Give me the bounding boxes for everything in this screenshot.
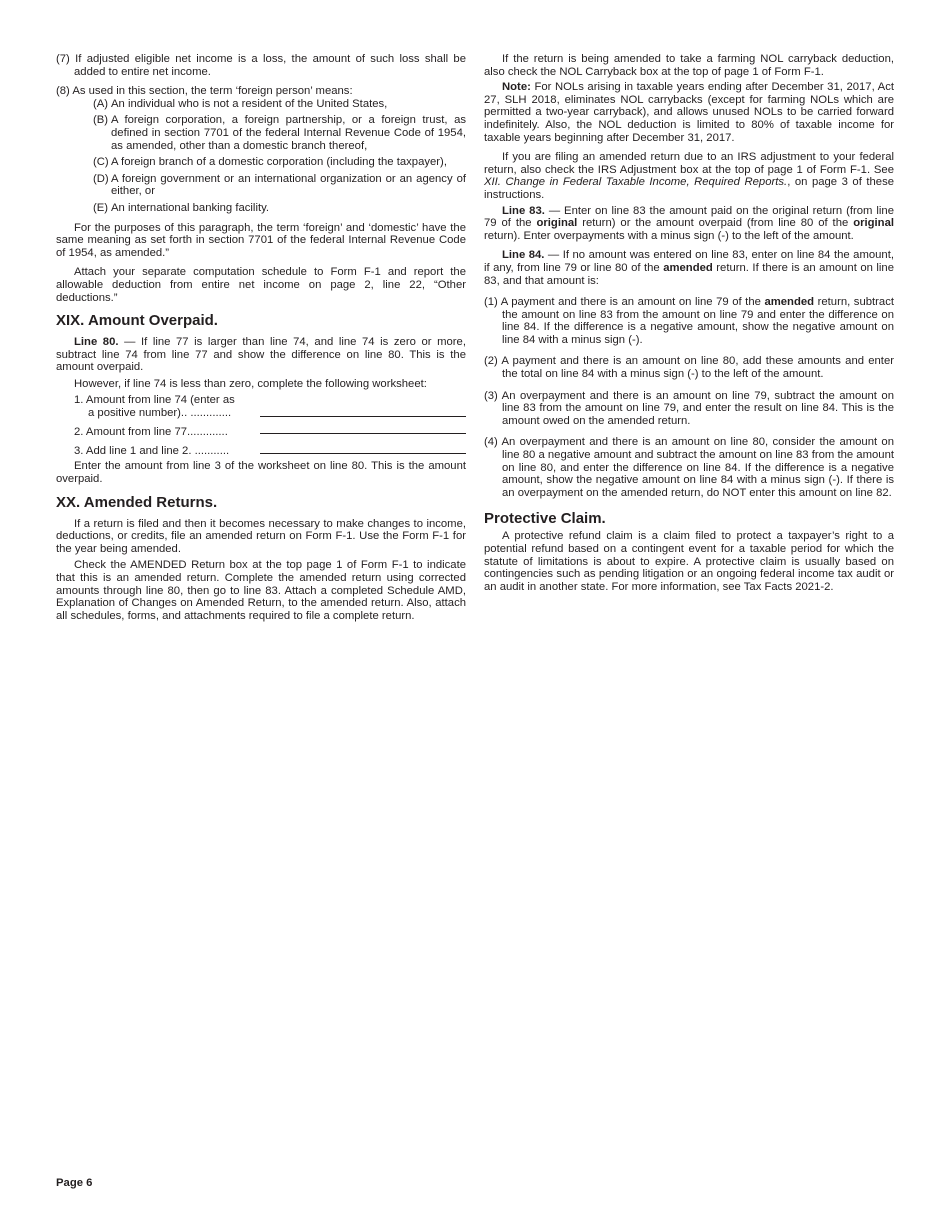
paragraph-foreign-domestic: For the purposes of this paragraph, the term ‘foreign’ and ‘domestic’ have the same meaning as set forth in section 7701 of the federal Internal Revenue Code of 1954, as amended.”	[56, 221, 466, 259]
case-3: (3) An overpayment and there is an amount on line 79, subtract the amount on line 83 from the amount on line 79, and enter the result on line 84. This is the amount owed on the amended return.	[484, 389, 894, 427]
paragraph-protective-claim: A protective refund claim is a claim filed to protect a taxpayer’s right to a potential refund based on a contingent event for a taxable period for which the statute of limitations is about to expire. A protective claim is usually based on contingencies such as pending litigation or an ongoing federal income tax audit or an audit in another state. For more information, see Tax Facts 2021-2.	[484, 530, 894, 593]
paragraph-amended-1: If a return is filed and then it becomes necessary to make changes to income, deductions, or credits, file an amended return on Form F-1. Use the Form F-1 for the year being amended.	[56, 517, 466, 555]
paragraph-enter-amount: Enter the amount from line 3 of the worksheet on line 80. This is the amount overpaid.	[56, 460, 466, 486]
list-item-label: (E)	[93, 201, 109, 214]
heading-protective-claim: Protective Claim.	[484, 510, 606, 528]
foreign-person-list	[56, 98, 466, 215]
left-column	[56, 53, 466, 622]
paragraph-note	[484, 81, 894, 144]
paragraph-however: However, if line 74 is less than zero, complete the following worksheet:	[74, 377, 427, 390]
right-column	[484, 53, 894, 593]
case-1	[484, 296, 894, 346]
line-84-text-b: return. If there is an amount on line 83, and that amount is:	[484, 261, 894, 287]
paragraph-irs-adjustment	[484, 151, 894, 201]
list-item-label: (B)	[93, 114, 109, 127]
worksheet-row-label: 1. Amount from line 74 (enter as	[74, 394, 235, 407]
line-83-text-a: — Enter on line 83 the amount paid on the original return (from line 79 of the	[484, 204, 894, 230]
worksheet-entry-line	[260, 433, 466, 434]
list-item-text: A foreign branch of a domestic corporation (including the taxpayer),	[111, 156, 447, 169]
page-number: Page 6	[56, 1177, 93, 1189]
worksheet-row-label-cont: a positive number).. .............	[88, 407, 232, 420]
list-item-text: An international banking facility.	[111, 201, 270, 214]
worksheet-row	[74, 394, 466, 421]
list-item	[93, 98, 466, 111]
worksheet-row	[74, 445, 466, 460]
list-item	[93, 156, 466, 169]
irs-reference: XII. Change in Federal Taxable Income, Required Reports.	[484, 176, 788, 189]
list-item-text: A foreign corporation, a foreign partnership, or a foreign trust, as defined in section 7701 of the federal Internal Revenue Code of 1954, as amended, other than a domestic branch thereof,	[111, 114, 466, 152]
case-2: (2) A payment and there is an amount on line 80, add these amounts and enter the total on line 84 with a minus sign (-) to the left of the amount.	[484, 355, 894, 381]
irs-text-1: If you are filing an amended return due to an IRS adjustment to your federal return, also check the IRS Adjustment box at the top of page 1 of Form F-1. See	[484, 151, 894, 176]
note-label: Note:	[502, 81, 531, 94]
list-item-label: (D)	[93, 172, 109, 185]
list-item	[93, 173, 466, 198]
list-item	[93, 202, 466, 215]
line-83-bold-1: original	[536, 217, 578, 230]
list-item-label: (A)	[93, 97, 109, 110]
paragraph-farming-nol: If the return is being amended to take a farming NOL carryback deduction, also check the NOL Carryback box at the top of page 1 of Form F-1.	[484, 53, 894, 78]
paragraph-line-80	[56, 336, 466, 374]
worksheet-entry-line	[260, 416, 466, 417]
irs-text-2: , on page 3 of these instructions.	[484, 176, 894, 201]
paragraph-amended-2: Check the AMENDED Return box at the top page 1 of Form F-1 to indicate that this is an amended return. Complete the amended return using corrected amounts through line 80, then go to line 83. Attach a completed Schedule AMD, Explanation of Changes on Amended Return, to the amended return. Also, attach all schedules, forms, and attachments required to file a complete return.	[56, 559, 466, 622]
heading-amount-overpaid: XIX. Amount Overpaid.	[56, 312, 218, 330]
case-1-bold: amended	[764, 296, 815, 309]
line-83-bold-2: original	[853, 217, 894, 230]
item-8: (8) As used in this section, the term ‘foreign person’ means:	[56, 85, 353, 98]
line-83-label: Line 83.	[502, 204, 545, 217]
worksheet-row	[74, 426, 466, 442]
line-84-bold: amended	[663, 261, 713, 274]
line-80-label: Line 80.	[74, 336, 119, 349]
case-1-text-a: (1) A payment and there is an amount on line 79 of the	[484, 296, 765, 309]
item-7: (7) If adjusted eligible net income is a loss, the amount of such loss shall be added to entire net income.	[56, 53, 466, 78]
line-84-text-a: — If no amount was entered on line 83, enter on line 84 the amount, if any, from line 79 or line 80 of the	[484, 249, 894, 274]
paragraph-line-84	[484, 249, 894, 287]
line-80-text: — If line 77 is larger than line 74, and line 74 is zero or more, subtract line 74 from line 77 and show the difference on line 80. This is the amount overpaid.	[56, 336, 466, 374]
line-83-text-c: return). Enter overpayments with a minus sign (-) to the left of the amount.	[484, 229, 854, 242]
list-item-text: An individual who is not a resident of the United States,	[111, 97, 388, 110]
paragraph-attach-schedule: Attach your separate computation schedule to Form F-1 and report the allowable deduction from entire net income on page 2, line 22, “Other deductions.”	[56, 266, 466, 304]
worksheet-entry-line	[260, 453, 466, 454]
worksheet-row-label: 3. Add line 1 and line 2. ...........	[74, 445, 230, 458]
line-83-text-b: return) or the amount overpaid (from line 80 of the	[577, 217, 854, 230]
worksheet-row-label: 2. Amount from line 77.............	[74, 426, 228, 439]
list-item-label: (C)	[93, 156, 109, 169]
case-4: (4) An overpayment and there is an amount on line 80, consider the amount on line 80 a negative amount and subtract the amount on line 83 from the amount on line 80, and enter the difference on line 84. If the difference is a negative amount, show the negative amount on line 84 with a minus sign (-). If there is an overpayment on the amended return, do NOT enter this amount on line 82.	[484, 436, 894, 499]
list-item	[93, 114, 466, 152]
case-1-text-b: return, subtract the amount on line 83 from the amount on line 79 and enter the difference on line 84. If the difference is a negative amount, show the negative amount on line 84 with a minus sign (-).	[502, 296, 894, 346]
paragraph-line-83	[484, 205, 894, 243]
heading-amended-returns: XX. Amended Returns.	[56, 493, 218, 511]
note-text: For NOLs arising in taxable years ending after December 31, 2017, Act 27, SLH 2018, eliminates NOL carrybacks (except for farming NOLs which are permitted a two-year carryback), and allows unused NOLs to be carried forward indefinitely. Also, the NOL deduction is limited to 80% of taxable income for taxable years beginning after December 31, 2017.	[484, 81, 894, 144]
list-item-text: A foreign government or an international organization or an agency of either, or	[111, 172, 466, 198]
line-84-label: Line 84.	[502, 249, 545, 262]
worksheet	[56, 394, 466, 460]
